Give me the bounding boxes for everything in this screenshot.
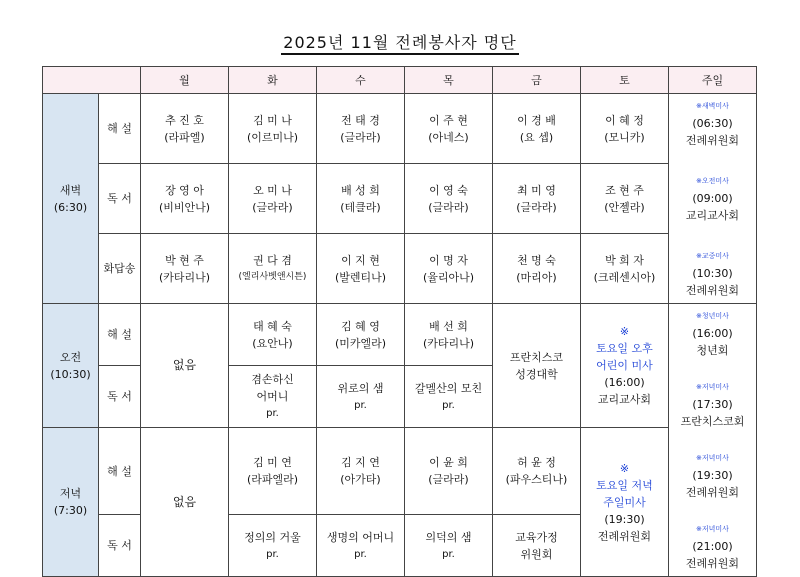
group-name: 오전: [59, 350, 82, 364]
role-reading: 독 서: [99, 515, 141, 577]
cell-morning-commentary-thu: 배 선 희 (카타리나): [405, 304, 493, 366]
morning-commentary-row: [43, 304, 757, 366]
cell-dawn-reading-fri: 최 미 영 (글라라): [493, 164, 581, 234]
day-header-wed: 수: [317, 67, 405, 94]
cell-evening-mon: 없음: [141, 428, 229, 577]
cell-evening-commentary-tue: 김 미 연 (라파엘라): [229, 428, 317, 515]
sunday-mass-item: ※새벽미사 (06:30) 전례위원회: [685, 102, 740, 147]
day-header-fri: 금: [493, 67, 581, 94]
cell-evening-reading-wed: 생명의 어머니 pr.: [317, 515, 405, 577]
cell-morning-commentary-tue: 태 혜 숙 (요안나): [229, 304, 317, 366]
cell-evening-commentary-thu: 이 윤 희 (글라라): [405, 428, 493, 515]
sunday-mass-item: ※저녁미사 (21:00) 전례위원회: [685, 525, 740, 570]
cell-evening-commentary-wed: 김 지 연 (아가타): [317, 428, 405, 515]
sunday-mass-item: ※청년미사 (16:00) 청년회: [692, 312, 733, 357]
sunday-column-lower: [669, 304, 757, 577]
role-commentary: 해 설: [99, 304, 141, 366]
cell-morning-fri: 프란치스코 성경대학: [493, 304, 581, 428]
evening-commentary-row: [43, 428, 757, 515]
cell-dawn-resp-sat: 박 희 자 (크레센시아): [581, 234, 669, 304]
dawn-responsorial-row: [43, 234, 757, 304]
sunday-mass-item: ※저녁미사 (19:30) 전례위원회: [685, 454, 740, 499]
group-name: 저녁: [59, 487, 82, 500]
cell-dawn-commentary-fri: 이 경 배 (요 셉): [493, 94, 581, 164]
day-header-thu: 목: [405, 67, 493, 94]
dawn-commentary-row: [43, 94, 757, 164]
header-row: [43, 67, 757, 94]
day-header-mon: 월: [141, 67, 229, 94]
cell-evening-reading-thu: 의덕의 샘 pr.: [405, 515, 493, 577]
note-mark: ※: [619, 461, 630, 475]
cell-morning-reading-thu: 갈멜산의 모친 pr.: [405, 366, 493, 428]
cell-dawn-commentary-wed: 전 태 경 (글라라): [317, 94, 405, 164]
cell-evening-commentary-fri: 허 윤 정 (파우스티나): [493, 428, 581, 515]
role-commentary: 해 설: [99, 94, 141, 164]
cell-morning-reading-wed: 위로의 샘 pr.: [317, 366, 405, 428]
page-title: 2025년 11월 전례봉사자 명단: [0, 30, 800, 53]
cell-dawn-reading-mon: 장 영 아 (비비안나): [141, 164, 229, 234]
cell-dawn-reading-tue: 오 미 나 (글라라): [229, 164, 317, 234]
cell-dawn-commentary-sat: 이 혜 정 (모니카): [581, 94, 669, 164]
cell-morning-commentary-wed: 김 혜 영 (미카엘라): [317, 304, 405, 366]
cell-dawn-commentary-thu: 이 주 현 (아네스): [405, 94, 493, 164]
cell-dawn-resp-thu: 이 명 자 (율리아나): [405, 234, 493, 304]
role-reading: 독 서: [99, 164, 141, 234]
cell-evening-reading-fri: 교육가정 위원회: [493, 515, 581, 577]
cell-dawn-resp-wed: 이 지 현 (발렌티나): [317, 234, 405, 304]
group-time: (7:30): [53, 504, 88, 517]
dawn-reading-row: [43, 164, 757, 234]
cell-evening-sat: ※ 토요일 저녁 주일미사 (19:30) 전례위원회: [581, 428, 669, 577]
group-name: 새벽: [59, 183, 82, 197]
cell-dawn-commentary-tue: 김 미 나 (이르미나): [229, 94, 317, 164]
cell-evening-reading-tue: 정의의 거울 pr.: [229, 515, 317, 577]
cell-morning-reading-tue: 겸손하신 어머니 pr.: [229, 366, 317, 428]
cell-dawn-resp-fri: 천 명 숙 (마리아): [493, 234, 581, 304]
cell-dawn-reading-thu: 이 영 숙 (글라라): [405, 164, 493, 234]
group-time: (6:30): [53, 200, 88, 214]
group-label-dawn: [43, 94, 99, 304]
group-label-morning: [43, 304, 99, 428]
group-label-evening: [43, 428, 99, 577]
role-commentary: 해 설: [99, 428, 141, 515]
cell-dawn-resp-tue: 권 다 겸 (엘리사벳앤시튼): [229, 234, 317, 304]
group-time: (10:30): [50, 367, 91, 381]
cell-dawn-reading-wed: 배 성 희 (테클라): [317, 164, 405, 234]
sunday-column-upper: [669, 94, 757, 304]
sunday-mass-item: ※교중미사 (10:30) 전례위원회: [685, 252, 740, 297]
cell-dawn-commentary-mon: 추 진 호 (라파엘): [141, 94, 229, 164]
sunday-mass-item: ※오전미사 (09:00) 교리교사회: [685, 177, 740, 222]
note-mark: ※: [619, 325, 630, 338]
cell-morning-mon: 없음: [141, 304, 229, 428]
day-header-tue: 화: [229, 67, 317, 94]
cell-morning-sat: ※ 토요일 오후 어린이 미사 (16:00) 교리교사회: [581, 304, 669, 428]
cell-dawn-reading-sat: 조 현 주 (안젤라): [581, 164, 669, 234]
role-reading: 독 서: [99, 366, 141, 428]
schedule-table: [42, 66, 757, 577]
day-header-sat: 토: [581, 67, 669, 94]
day-header-sun: 주일: [669, 67, 757, 94]
role-responsorial: 화답송: [99, 234, 141, 304]
header-corner: [43, 67, 141, 94]
sunday-mass-item: ※저녁미사 (17:30) 프란치스코회: [680, 383, 745, 428]
cell-dawn-resp-mon: 박 현 주 (카타리나): [141, 234, 229, 304]
